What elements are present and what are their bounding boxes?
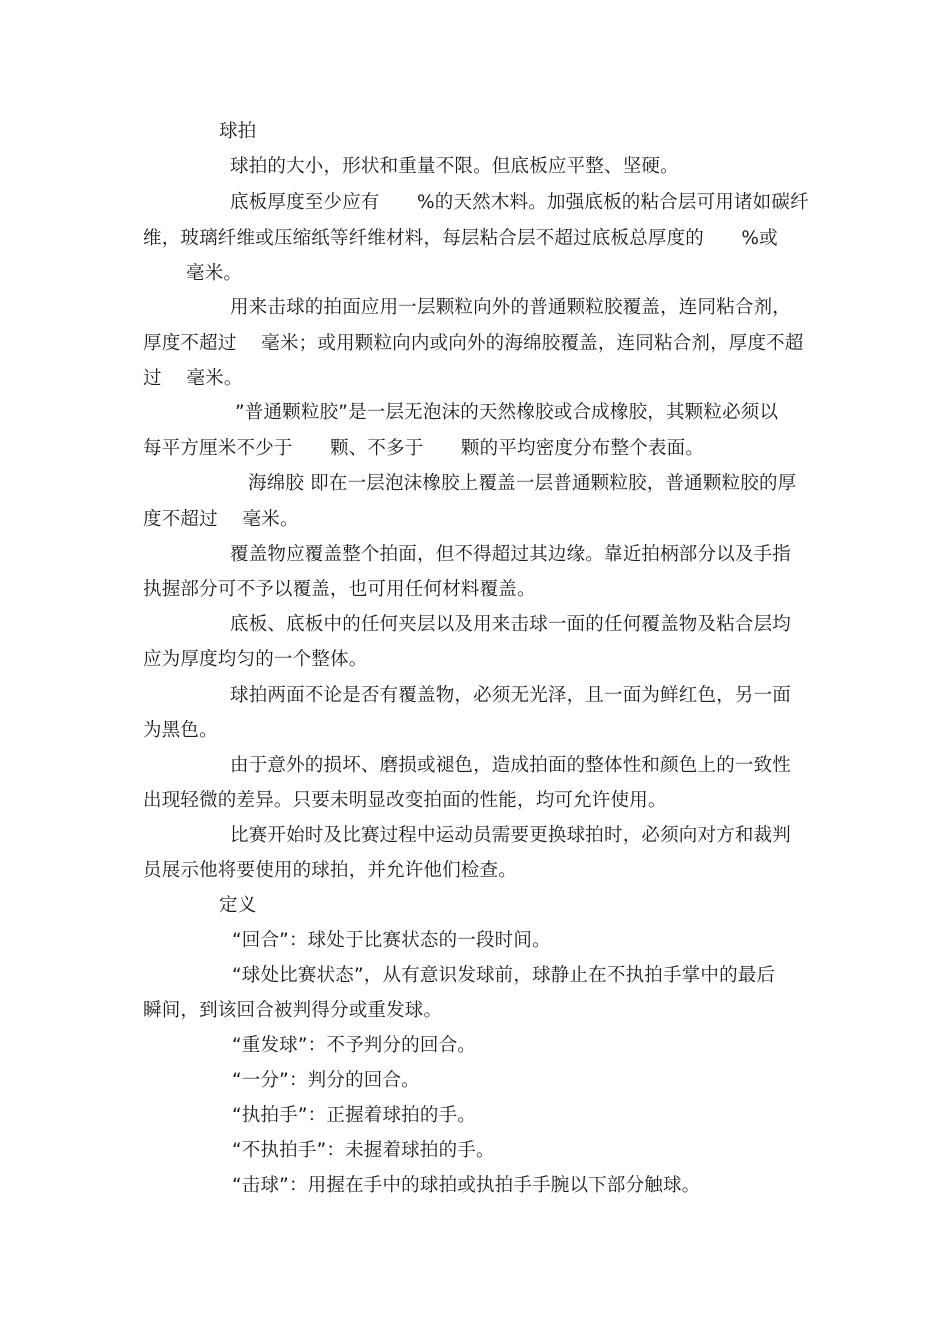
text-line: 比赛开始时及比赛过程中运动员需要更换球拍时，必须向对方和裁判 [230,825,792,846]
definition-line: “一分”：判分的回合。 [232,1070,420,1091]
text-line: 底板、底板中的任何夹层以及用来击球一面的任何覆盖物及粘合层均 [230,614,792,635]
text-line: 厚度不超过 毫米；或用颗粒向内或向外的海绵胶覆盖，连同粘合剂，厚度不超 [143,333,804,354]
text-line: 海绵胶 即在一层泡沫橡胶上覆盖一层普通颗粒胶，普通颗粒胶的厚 [248,473,797,494]
text-line: ”普通颗粒胶”是一层无泡沫的天然橡胶或合成橡胶，其颗粒必须以 [235,402,779,423]
text-line: 球拍两面不论是否有覆盖物，必须无光泽，且一面为鲜红色，另一面 [230,685,792,706]
text-line: 出现轻微的差异。只要未明显改变拍面的性能，均可允许使用。 [143,790,667,811]
text-line: 每平方厘米不少于 颗、不多于 颗的平均密度分布整个表面。 [143,438,705,459]
text-line: 底板厚度至少应有 %的天然木料。加强底板的粘合层可用诸如碳纤 [230,192,809,213]
definition-line: 瞬间，到该回合被判得分或重发球。 [143,1000,443,1021]
definition-line: “回合”：球处于比赛状态的一段时间。 [232,930,551,951]
text-line: 为黑色。 [143,720,218,741]
text-line: 应为厚度均匀的一个整体。 [143,649,368,670]
text-line: 维，玻璃纤维或压缩纸等纤维材料，每层粘合层不超过底板总厚度的 %或 [143,228,778,249]
text-line: 执握部分可不予以覆盖，也可用任何材料覆盖。 [143,579,536,600]
definition-line: “球处比赛状态”，从有意识发球前，球静止在不执拍手掌中的最后 [232,965,776,986]
definition-line: “不执拍手”：未握着球拍的手。 [232,1140,495,1161]
text-line: 覆盖物应覆盖整个拍面，但不得超过其边缘。靠近拍柄部分以及手指 [230,544,792,565]
text-line: 度不超过 毫米。 [143,509,299,530]
text-line: 球拍的大小，形状和重量不限。但底板应平整、坚硬。 [230,156,679,177]
text-line: 员展示他将要使用的球拍，并允许他们检查。 [143,860,518,881]
text-line: 过 毫米。 [143,368,243,389]
text-line: 用来击球的拍面应用一层颗粒向外的普通颗粒胶覆盖，连同粘合剂， [230,297,792,318]
section-heading-definitions: 定义 [219,895,257,916]
section-heading-racket: 球拍 [219,121,257,142]
definition-line: “击球”：用握在手中的球拍或执拍手手腕以下部分触球。 [232,1175,701,1196]
definition-line: “重发球”：不予判分的回合。 [232,1035,476,1056]
text-line: 由于意外的损坏、磨损或褪色，造成拍面的整体性和颜色上的一致性 [230,755,792,776]
definition-line: “执拍手”：正握着球拍的手。 [232,1105,476,1126]
text-line: 毫米。 [186,263,243,284]
